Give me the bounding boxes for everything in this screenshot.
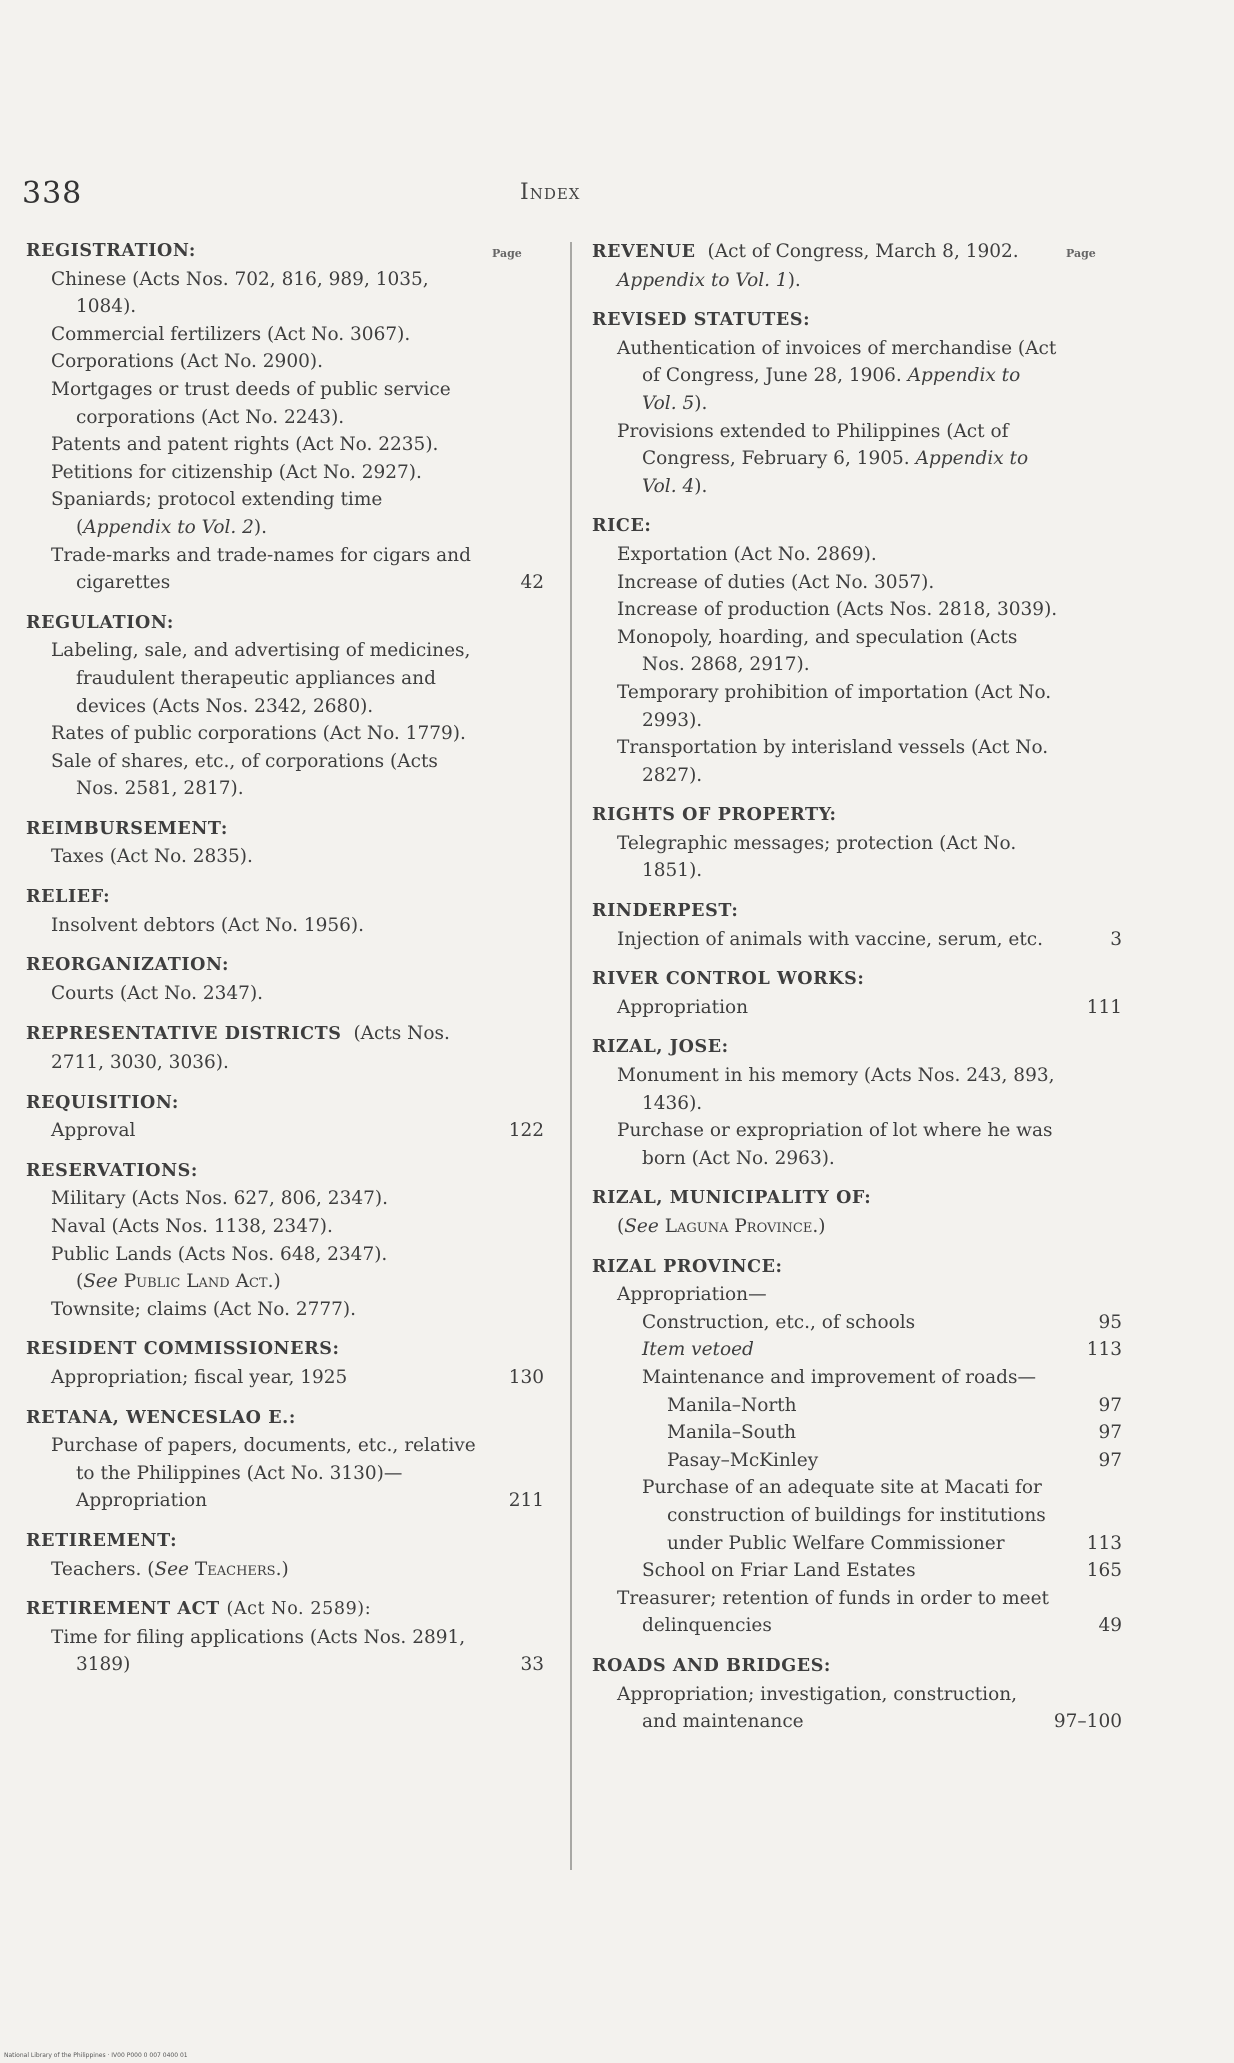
entry-heading: REVISED STATUTES: bbox=[592, 310, 811, 331]
subentry: Appropriation 111 bbox=[592, 994, 1122, 1022]
page-number: 338 bbox=[22, 176, 83, 211]
subentry: Insolvent debtors (Act No. 1956). bbox=[51, 914, 365, 936]
subentry: Approval 122 bbox=[26, 1117, 544, 1145]
subentry: Purchase of an adequate site at Macati for construction of buildings for institutions under Public Welfare Commissioner 113 bbox=[592, 1474, 1122, 1557]
subentry-spaniards: Spaniards; protocol extending time (Appendix to Vol. 2). bbox=[51, 489, 383, 538]
subentry: Time for filing applications (Acts Nos. 2891, 3189) 33 bbox=[26, 1624, 544, 1679]
subentry: Treasurer; retention of funds in order to meet delinquencies 49 bbox=[592, 1585, 1122, 1640]
page-ref: 130 bbox=[508, 1366, 544, 1388]
subentry: Purchase or expropriation of lot where he was born (Act No. 2963). bbox=[617, 1120, 1053, 1169]
entry-rinderpest bbox=[592, 898, 1122, 953]
entry-heading: RESIDENT COMMISSIONERS: bbox=[26, 1339, 340, 1360]
subentry: Manila–North 97 bbox=[592, 1392, 1122, 1420]
page-ref: 97 bbox=[1098, 1394, 1122, 1416]
subentry: Commercial fertilizers (Act No. 3067). bbox=[51, 323, 411, 345]
subentry: Taxes (Act No. 2835). bbox=[51, 846, 253, 868]
page-ref: 97 bbox=[1098, 1449, 1122, 1471]
entry-reimbursement bbox=[26, 816, 544, 871]
entry-reservations bbox=[26, 1158, 544, 1324]
entry-heading: RICE: bbox=[592, 516, 652, 537]
subentry: Transportation by interisland vessels (Act No. 2827). bbox=[617, 737, 1049, 786]
entry-reorganization bbox=[26, 952, 544, 1007]
subentry: Exportation (Act No. 2869). bbox=[617, 543, 877, 565]
page-ref: 49 bbox=[1098, 1615, 1122, 1637]
entry-regulation bbox=[26, 610, 544, 803]
entry-relief bbox=[26, 884, 544, 939]
entry-retirement bbox=[26, 1528, 544, 1583]
subentry: Patents and patent rights (Act No. 2235). bbox=[51, 434, 439, 456]
entry-heading: REGULATION: bbox=[26, 612, 174, 633]
entry-heading: RIZAL PROVINCE: bbox=[592, 1256, 783, 1277]
entry-heading: REORGANIZATION: bbox=[26, 955, 230, 976]
subentry: Appropriation; investigation, construction, and maintenance 97–100 bbox=[592, 1681, 1122, 1736]
subentry: Purchase of papers, documents, etc., relative to the Philippines (Act No. 3130)— bbox=[51, 1435, 476, 1484]
entry-heading: REQUISITION: bbox=[26, 1092, 179, 1113]
subentry: Public Lands (Acts Nos. 648, 2347). bbox=[51, 1243, 388, 1265]
subentry: Townsite; claims (Act No. 2777). bbox=[51, 1298, 357, 1320]
subentry: Rates of public corporations (Act No. 1779). bbox=[51, 723, 466, 745]
subentry: Temporary prohibition of importation (Act No. 2993). bbox=[617, 681, 1052, 731]
subentry: Maintenance and improvement of roads— bbox=[642, 1366, 1037, 1388]
page-ref: 113 bbox=[1086, 1532, 1122, 1554]
entry-heading: RESERVATIONS: bbox=[26, 1160, 198, 1181]
subentry: Telegraphic messages; protection (Act No. 1851). bbox=[617, 832, 1017, 882]
entry-representative-districts: REPRESENTATIVE DISTRICTS (Acts Nos. 2711, 3030, 3036). bbox=[26, 1023, 450, 1074]
page-ref: 95 bbox=[1098, 1311, 1122, 1333]
subentry: Teachers. (See Teachers.) bbox=[51, 1558, 289, 1580]
page-ref: 42 bbox=[520, 572, 544, 594]
subentry: Military (Acts Nos. 627, 806, 2347). bbox=[51, 1188, 388, 1210]
subentry-trademarks: Trade-marks and trade-names for cigars and cigarettes 42 bbox=[26, 542, 544, 597]
subentry: Increase of duties (Act No. 3057). bbox=[617, 571, 935, 593]
entry-resident-commissioners bbox=[26, 1336, 544, 1391]
entry-heading: RIZAL, JOSE: bbox=[592, 1037, 729, 1058]
entry-rice bbox=[592, 513, 1122, 789]
entry-revised-statutes bbox=[592, 307, 1122, 500]
entry-heading: RETIREMENT ACT (Act No. 2589): bbox=[26, 1599, 372, 1620]
subentry: Construction, etc., of schools 95 bbox=[592, 1309, 1122, 1337]
entry-revenue: REVENUE (Act of Congress, March 8, 1902. Appendix to Vol. 1). bbox=[592, 241, 1019, 291]
page-ref: 3 bbox=[1110, 928, 1122, 950]
subentry: Labeling, sale, and advertising of medicines, fraudulent therapeutic appliances and devices (Acts Nos. 2342, 2680). bbox=[51, 640, 471, 717]
entry-heading: REGISTRATION: bbox=[26, 241, 196, 261]
page-ref: 33 bbox=[520, 1654, 544, 1676]
page-ref: 113 bbox=[1086, 1339, 1122, 1361]
subentry: Mortgages or trust deeds of public service corporations (Act No. 2243). bbox=[51, 378, 451, 428]
index-column-left bbox=[26, 238, 544, 1692]
subentry: Naval (Acts Nos. 1138, 2347). bbox=[51, 1216, 333, 1237]
subentry: Provisions extended to Philippines (Act of Congress, February 6, 1905. Appendix to Vol. 4). bbox=[617, 420, 1029, 497]
entry-heading: REVENUE bbox=[592, 242, 696, 262]
page-ref: 111 bbox=[1086, 996, 1122, 1018]
column-divider bbox=[570, 242, 572, 1870]
entry-retirement-act bbox=[26, 1596, 544, 1679]
entry-heading: ROADS AND BRIDGES: bbox=[592, 1655, 831, 1676]
entry-heading: RINDERPEST: bbox=[592, 901, 739, 922]
subentry: Appropriation; fiscal year, 1925 130 bbox=[26, 1364, 544, 1392]
page-title: Index bbox=[520, 180, 581, 205]
entry-roads-and-bridges bbox=[592, 1653, 1122, 1736]
subentry: Appropriation— bbox=[617, 1284, 767, 1306]
page-column-label-left: Page bbox=[492, 247, 522, 260]
entry-retana bbox=[26, 1405, 544, 1515]
entry-river-control-works bbox=[592, 966, 1122, 1021]
subentry: Manila–South 97 bbox=[592, 1419, 1122, 1447]
entry-heading: RETIREMENT: bbox=[26, 1530, 178, 1551]
entry-heading: RIZAL, MUNICIPALITY OF: bbox=[592, 1188, 872, 1209]
subentry: School on Friar Land Estates 165 bbox=[592, 1557, 1122, 1585]
cross-reference: (See Public Land Act.) bbox=[76, 1271, 281, 1293]
entry-rizal-municipality bbox=[592, 1185, 1122, 1240]
subentry: Item vetoed 113 bbox=[592, 1336, 1122, 1364]
entry-heading: RELIEF: bbox=[26, 887, 111, 908]
entry-rizal-jose bbox=[592, 1034, 1122, 1172]
subentry: Increase of production (Acts Nos. 2818, 3039). bbox=[617, 599, 1058, 621]
subentry: Monopoly, hoarding, and speculation (Acts Nos. 2868, 2917). bbox=[617, 626, 1018, 676]
subentry: Authentication of invoices of merchandise (Act of Congress, June 28, 1906. Appendix to Vol. 5). bbox=[617, 337, 1057, 414]
page-ref: 122 bbox=[508, 1120, 544, 1142]
index-column-right bbox=[592, 238, 1122, 1749]
entry-rights-of-property bbox=[592, 802, 1122, 885]
entry-heading: RETANA, WENCESLAO E.: bbox=[26, 1407, 296, 1428]
entry-heading: REPRESENTATIVE DISTRICTS bbox=[26, 1024, 342, 1045]
page-ref: 97–100 bbox=[1053, 1711, 1122, 1733]
entry-requisition bbox=[26, 1090, 544, 1145]
subentry: Monument in his memory (Acts Nos. 243, 893, 1436). bbox=[617, 1065, 1055, 1114]
page-ref: 211 bbox=[508, 1490, 544, 1512]
entry-heading: REIMBURSEMENT: bbox=[26, 818, 228, 839]
page-ref: 97 bbox=[1098, 1422, 1122, 1444]
subentry: Chinese (Acts Nos. 702, 816, 989, 1035, 1084). bbox=[51, 268, 429, 318]
subentry: Appropriation 211 bbox=[26, 1487, 544, 1515]
entry-rizal-province bbox=[592, 1254, 1122, 1640]
subentry: Courts (Act No. 2347). bbox=[51, 982, 264, 1004]
entry-registration bbox=[26, 238, 544, 597]
subentry: Injection of animals with vaccine, serum, etc. 3 bbox=[592, 926, 1122, 954]
subentry: Sale of shares, etc., of corporations (Acts Nos. 2581, 2817). bbox=[51, 750, 438, 800]
page-column-label-right: Page bbox=[1066, 247, 1096, 260]
subentry: Pasay–McKinley 97 bbox=[592, 1447, 1122, 1475]
entry-heading: RIVER CONTROL WORKS: bbox=[592, 969, 865, 990]
entry-heading: RIGHTS OF PROPERTY: bbox=[592, 805, 837, 826]
subentry: Petitions for citizenship (Act No. 2927). bbox=[51, 461, 422, 483]
cross-reference: (See Laguna Province.) bbox=[617, 1216, 826, 1237]
page-ref: 165 bbox=[1086, 1560, 1122, 1582]
subentry: Corporations (Act No. 2900). bbox=[51, 351, 323, 373]
scan-credit: National Library of the Philippines · IV00 P000 0 007 0400 01 bbox=[4, 2052, 188, 2059]
